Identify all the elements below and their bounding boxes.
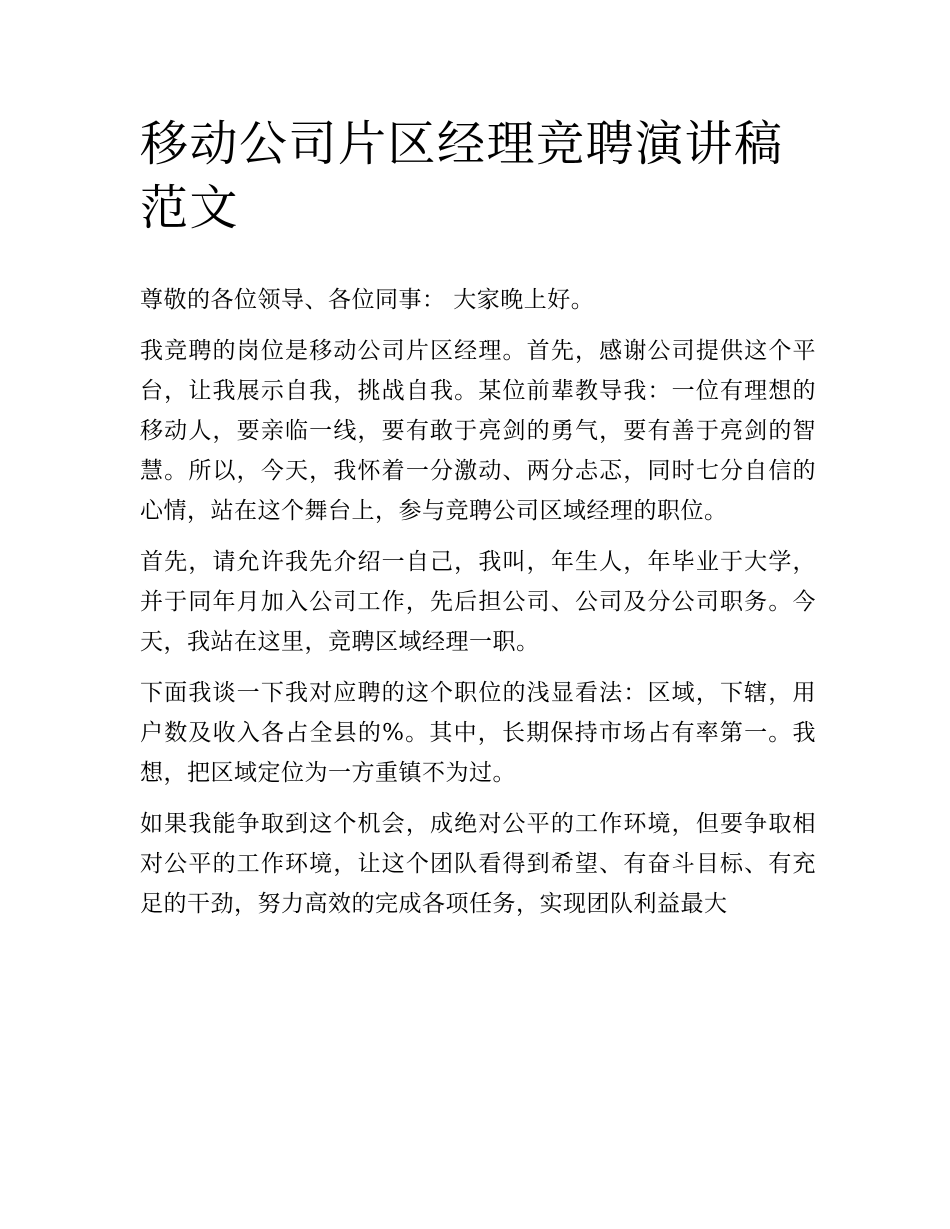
paragraph-introduction: 我竞聘的岗位是移动公司片区经理。首先，感谢公司提供这个平台，让我展示自我，挑战自我。某位前辈教导我：一位有理想的移动人，要亲临一线，要有敢于亮剑的勇气，要有善于亮剑的智慧。所以，今天，我怀着一分激动、两分忐忑，同时七分自信的心情，站在这个舞台上，参与竞聘公司区域经理的职位。	[140, 338, 816, 524]
document-title: 移动公司片区经理竞聘演讲稿范文	[140, 116, 784, 236]
paragraph-greeting: 尊敬的各位领导、各位同事： 大家晚上好。	[140, 287, 595, 313]
paragraph-plan: 如果我能争取到这个机会，成绝对公平的工作环境，但要争取相对公平的工作环境，让这个团队看得到希望、有奋斗目标、有充足的干劲，努力高效的完成各项任务，实现团队利益最大	[140, 811, 816, 917]
document-body	[140, 280, 816, 935]
paragraph-position-view: 下面我谈一下我对应聘的这个职位的浅显看法：区域，下辖，用户数及收入各占全县的%。其中，长期保持市场占有率第一。我想，把区域定位为一方重镇不为过。	[140, 680, 816, 786]
paragraph-self-introduction: 首先，请允许我先介绍一自己，我叫，年生人，年毕业于大学，并于同年月加入公司工作，先后担公司、公司及分公司职务。今天，我站在这里，竞聘区域经理一职。	[140, 549, 816, 655]
